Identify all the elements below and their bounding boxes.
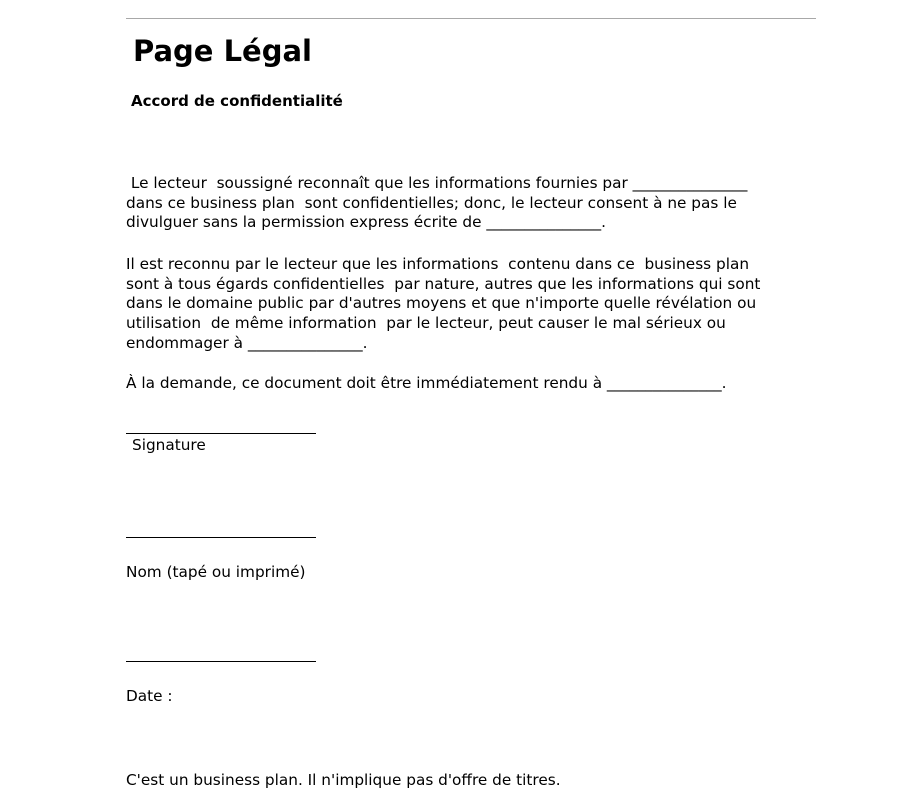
signature-line bbox=[126, 433, 316, 434]
date-line bbox=[126, 661, 316, 662]
name-label: Nom (tapé ou imprimé) bbox=[126, 563, 306, 581]
top-divider bbox=[126, 18, 816, 19]
name-line bbox=[126, 537, 316, 538]
page-title: Page Légal bbox=[133, 34, 312, 68]
footer-disclaimer: C'est un business plan. Il n'implique pas d'offre de titres. bbox=[126, 771, 561, 789]
confidentiality-paragraph-2: Il est reconnu par le lecteur que les informations contenu dans ce business plan sont à tous égards confidentielles par nature, autres que les informations qui sont dans le domaine public par d'autres moyens et que n'importe quelle révélation ou utilisation de même information par le lecteur, peut causer le mal sérieux ou endommager à _______________. bbox=[126, 255, 761, 352]
document-subtitle: Accord de confidentialité bbox=[131, 92, 343, 110]
date-label: Date : bbox=[126, 687, 173, 705]
confidentiality-paragraph-1: Le lecteur soussigné reconnaît que les informations fournies par _______________ dans ce business plan sont confidentielles; donc, le lecteur consent à ne pas le divulguer sans la permission express écrite de _______________. bbox=[126, 174, 748, 232]
signature-label: Signature bbox=[132, 436, 206, 454]
confidentiality-paragraph-3: À la demande, ce document doit être immédiatement rendu à _______________. bbox=[126, 374, 727, 392]
